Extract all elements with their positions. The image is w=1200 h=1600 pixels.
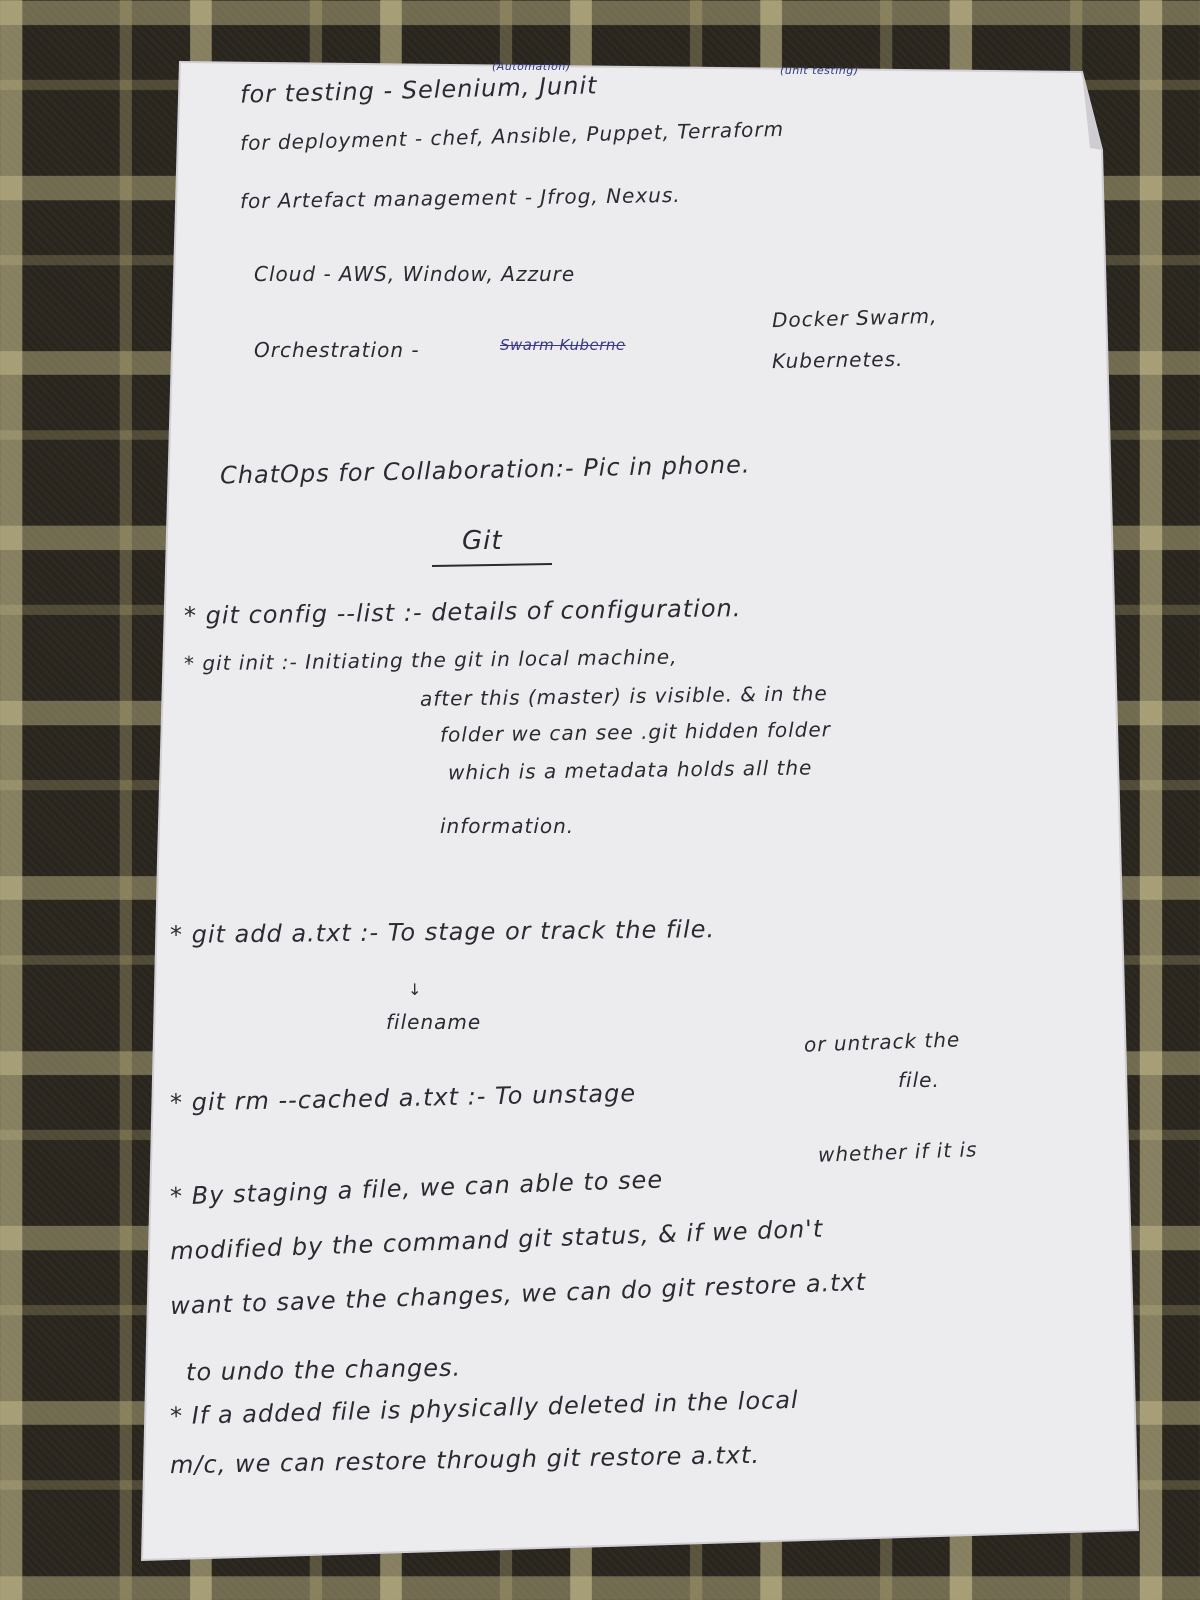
git-init-line-2: after this (master) is visible. & in the	[419, 681, 828, 711]
deleted-file-line-1: * If a added file is physically deleted in the local	[169, 1385, 799, 1431]
down-arrow-icon: ↓	[408, 980, 422, 999]
testing-tools-line: for testing - Selenium, Junit	[239, 71, 598, 109]
unit-testing-tag: (unit testing)	[780, 64, 859, 77]
git-init-line-5: information.	[440, 814, 575, 838]
orchestration-docker-swarm: Docker Swarm,	[771, 303, 938, 333]
git-add-filename-note: filename	[386, 1010, 482, 1034]
staging-line-5: to undo the changes.	[185, 1353, 462, 1387]
git-rm-line-2: * git rm --cached a.txt :- To unstage	[169, 1079, 637, 1117]
orchestration-kubernetes: Kubernetes.	[771, 346, 904, 374]
git-init-line-4: which is a metadata holds all the	[447, 755, 813, 785]
git-rm-line-1: or untrack the	[803, 1027, 961, 1057]
chatops-line: ChatOps for Collaboration:- Pic in phone.	[219, 450, 751, 490]
git-init-line-3: folder we can see .git hidden folder	[439, 717, 832, 747]
orchestration-struck-text: Swarm Kuberne	[500, 336, 626, 354]
cloud-tools-line: Cloud - AWS, Window, Azzure	[254, 262, 576, 286]
git-config-line: * git config --list :- details of configuration.	[183, 594, 742, 630]
staging-line-2: * By staging a file, we can able to see	[169, 1165, 664, 1211]
git-add-line: * git add a.txt :- To stage or track the file.	[169, 915, 716, 949]
artifact-tools-line: for Artefact management - Jfrog, Nexus.	[239, 182, 681, 214]
git-init-line-1: * git init :- Initiating the git in local machine,	[183, 644, 678, 676]
automation-tag: (Automation)	[492, 60, 571, 73]
deleted-file-line-2: m/c, we can restore through git restore a.txt.	[169, 1440, 761, 1480]
staging-line-1: whether if it is	[817, 1137, 978, 1167]
git-rm-line-3: file.	[898, 1068, 940, 1092]
staging-line-4: want to save the changes, we can do git restore a.txt	[169, 1267, 867, 1321]
git-heading: Git	[462, 526, 503, 556]
orchestration-label: Orchestration -	[254, 338, 420, 362]
staging-line-3: modified by the command git status, & if we don't	[169, 1214, 824, 1266]
deployment-tools-line: for deployment - chef, Ansible, Puppet, Terraform	[239, 116, 785, 156]
